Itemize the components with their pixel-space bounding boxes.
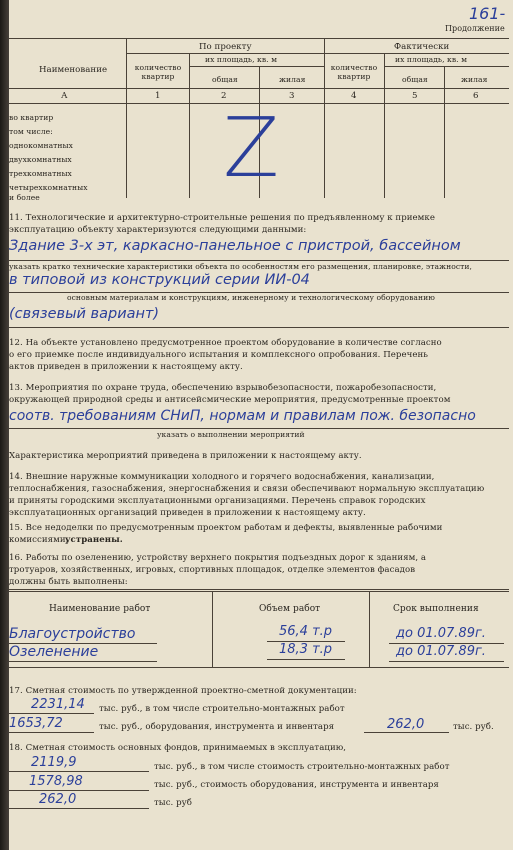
work-deadline: до 01.07.89г. [396, 644, 486, 659]
col-number: А [61, 91, 68, 101]
project-group-header: По проекту [199, 42, 252, 52]
project-living-header: жилая [279, 75, 306, 84]
table-row-label: во квартир [9, 113, 54, 122]
section-11-handwritten-3: (связевый вариант) [9, 306, 160, 322]
binding-edge [0, 0, 9, 850]
section-14-line-1: 14. Внешние наружные коммуникации холодного и горячего водоснабжения, канализации, [9, 472, 435, 482]
table-row-label: и более [9, 193, 40, 202]
section-17-equipment-value: 1653,72 [9, 716, 63, 731]
project-count-header: количество квартир [134, 63, 182, 81]
work-volume: 56,4 т.р [279, 624, 333, 639]
section-11-handwritten-2: в типовой из конструкций серии ИИ-04 [9, 272, 310, 288]
cancellation-mark: Z [223, 101, 280, 196]
section-14-line-4: эксплуатационных организаций приведен в приложении к настоящему акту. [9, 508, 366, 518]
table-row-label: трехкомнатных [9, 169, 72, 178]
col-number: 3 [289, 91, 295, 101]
col-number: 1 [155, 91, 161, 101]
section-16-line-2: тротуаров, хозяйственных, игровых, спортивных площадок, отделке элементов фасадов [9, 565, 416, 575]
actual-area-header: их площадь, кв. м [395, 55, 468, 64]
table-row-label: двухкомнатных [9, 155, 72, 164]
section-18-equipment-value: 1578,98 [29, 774, 83, 789]
section-12-line-1: 12. На объекте установлено предусмотренное проектом оборудование в количестве согласно [9, 338, 442, 348]
section-11-line-1: 11. Технологические и архитектурно-строительные решения по предъявленному к приемке [9, 213, 435, 223]
section-11-hint-1: указать кратко технические характеристики объекта по особенностям его размещения, планировке, этажности, [9, 262, 472, 271]
project-total-header: общая [212, 75, 238, 84]
section-11-handwritten-1: Здание 3-х эт, каркасно-панельное с пристрой, бассейном [9, 238, 461, 254]
section-11-hint-2: основным материалам и конструкциям, инженерному и технологическому оборудованию [67, 293, 435, 302]
table-row-label: том числе: [9, 127, 53, 136]
page-number: 161- [469, 4, 506, 23]
section-15-line-1: 15. Все недоделки по предусмотренным проектом работам и дефекты, выявленные рабочими [9, 523, 443, 533]
section-14-line-3: и приняты городскими эксплуатационными организациями. Перечень справок городских [9, 496, 426, 506]
col-number: 6 [473, 91, 479, 101]
section-15-line-2: комиссиями, [9, 535, 69, 545]
section-15-status: устранены. [65, 535, 123, 545]
section-16-line-3: должны быть выполнены: [9, 577, 128, 587]
continuation-label: Продолжение [445, 24, 505, 33]
works-head-deadline: Срок выполнения [393, 604, 479, 614]
section-13-line-1: 13. Мероприятия по охране труда, обеспечению взрывобезопасности, пожаробезопасности, [9, 383, 437, 393]
work-deadline: до 01.07.89г. [396, 626, 486, 641]
section-17-line-1: 17. Сметная стоимость по утвержденной проектно-сметной документации: [9, 686, 357, 696]
section-18-inventory-text: тыс. руб [154, 798, 193, 808]
section-18-total-value: 2119,9 [31, 755, 77, 770]
section-13-handwritten: соотв. требованиям СНиП, нормам и правилам пож. безопасно [9, 408, 476, 424]
section-18-equipment-text: тыс. руб., стоимость оборудования, инструмента и инвентаря [154, 780, 439, 790]
works-head-name: Наименование работ [49, 604, 151, 614]
section-12-line-2: о его приемке после индивидуального испытания и комплексного опробования. Перечень [9, 350, 428, 360]
section-17-total-text: тыс. руб., в том числе строительно-монтажных работ [99, 704, 345, 714]
section-17-inventory-value: 262,0 [387, 717, 425, 732]
section-17-inventory-text: тыс. руб. [453, 722, 494, 732]
section-16-line-1: 16. Работы по озеленению, устройству верхнего покрытия подъездных дорог к зданиям, а [9, 553, 427, 563]
actual-count-header: количество квартир [330, 63, 378, 81]
section-14-line-2: теплоснабжения, газоснабжения, энергоснабжения и связи обеспечивают нормальную эксплуатацию [9, 484, 485, 494]
col-number: 2 [221, 91, 227, 101]
table-row-label: четырехкомнатных [9, 183, 88, 192]
actual-total-header: общая [402, 75, 428, 84]
actual-group-header: Фактически [394, 42, 450, 52]
col-number: 4 [351, 91, 357, 101]
work-name: Озеленение [9, 644, 99, 660]
section-13-note: Характеристика мероприятий приведена в приложении к настоящему акту. [9, 451, 362, 461]
work-name: Благоустройство [9, 626, 136, 642]
section-11-line-2: эксплуатацию объекту характеризуются следующими данными: [9, 225, 307, 235]
section-18-inventory-value: 262,0 [39, 792, 77, 807]
actual-living-header: жилая [461, 75, 488, 84]
section-13-line-2: окружающей природной среды и антисейсмические мероприятия, предусмотренные проектом [9, 395, 451, 405]
section-17-total-value: 2231,14 [31, 697, 85, 712]
table-row-label: однокомнатных [9, 141, 73, 150]
col-name-header: Наименование [39, 65, 108, 75]
works-head-volume: Объем работ [259, 604, 321, 614]
section-18-line-1: 18. Сметная стоимость основных фондов, принимаемых в эксплуатацию, [9, 743, 347, 753]
col-number: 5 [412, 91, 418, 101]
document-page [9, 0, 513, 850]
section-12-line-3: актов приведен в приложении к настоящему акту. [9, 362, 243, 372]
section-13-hint: указать о выполнении мероприятий [157, 430, 305, 439]
section-17-equipment-text: тыс. руб., оборудования, инструмента и инвентаря [99, 722, 335, 732]
project-area-header: их площадь, кв. м [205, 55, 278, 64]
section-18-total-text: тыс. руб., в том числе стоимость строительно-монтажных работ [154, 762, 450, 772]
work-volume: 18,3 т.р [279, 642, 333, 657]
